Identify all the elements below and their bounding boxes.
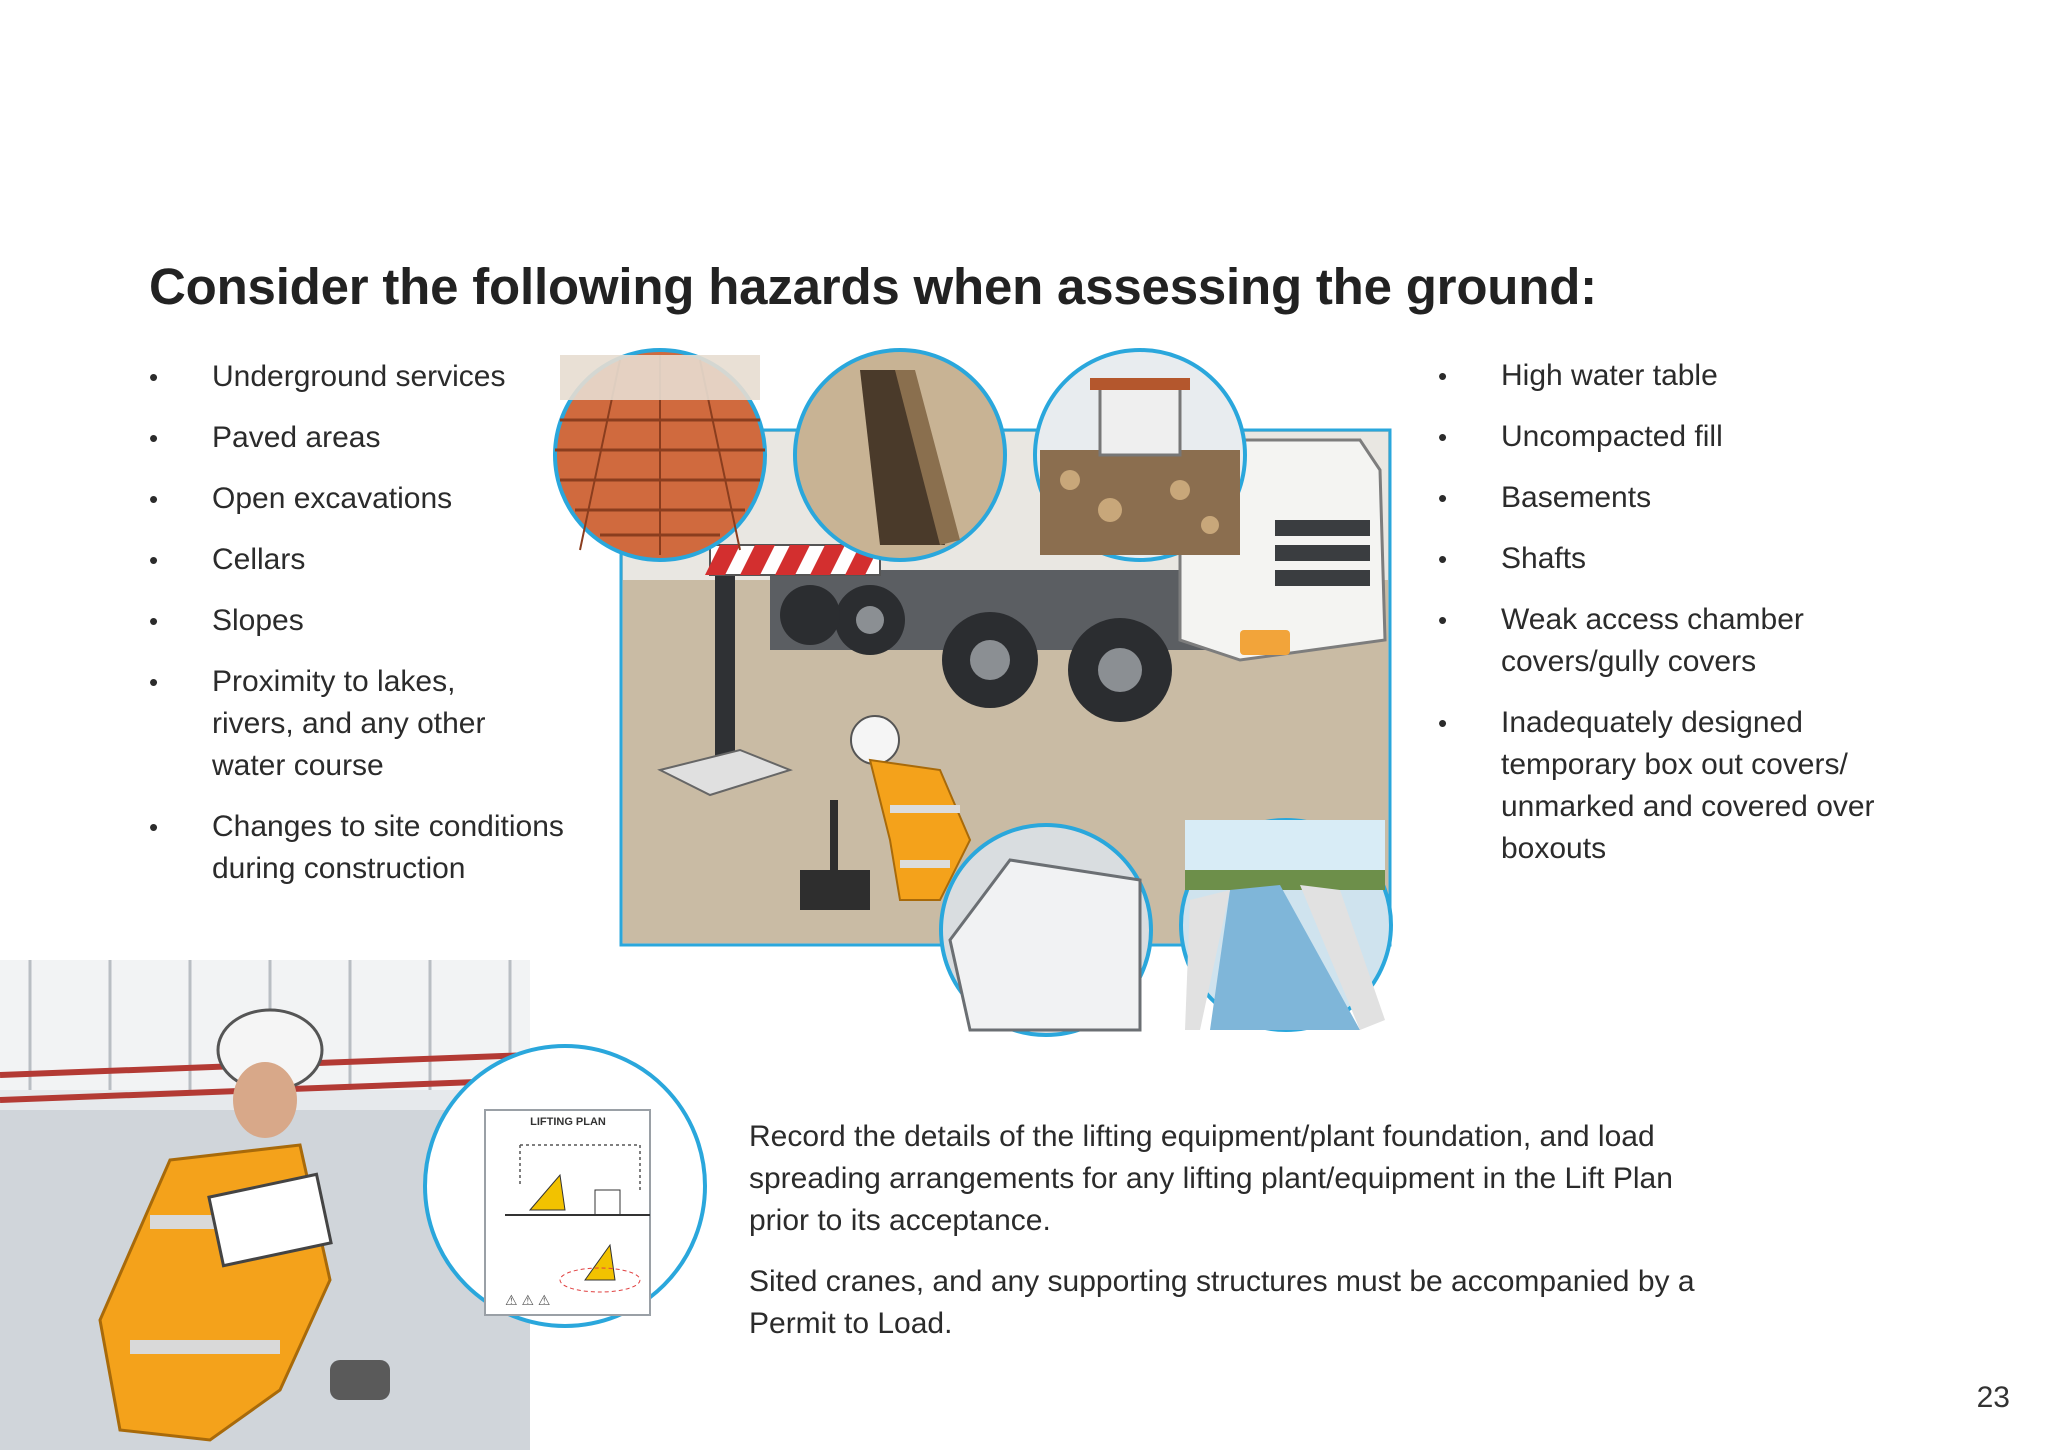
ground-assessment-illustration [540,340,1470,1040]
list-item: • Changes to site conditions during construction [149,806,642,890]
page-title: Consider the following hazards when assessing the ground: [149,258,1597,315]
list-item: • Weak access chamber covers/gully covers [1438,599,1861,683]
list-item: • Inadequately designed temporary box out covers/ unmarked and covered over boxouts [1438,702,1921,870]
svg-text:⚠ ⚠ ⚠: ⚠ ⚠ ⚠ [505,1292,551,1308]
lifting-plan-label: LIFTING PLAN [530,1116,606,1128]
list-item: • Basements [1438,477,1958,519]
list-item: • Paved areas [149,417,619,459]
worker-lift-plan-illustration [0,960,720,1450]
list-item: • Proximity to lakes, rivers, and any other water course [149,661,542,787]
hazard-list-right [1438,355,1958,889]
list-item: • Underground services [149,356,619,398]
page-number: 23 [1976,1381,2010,1414]
open-excavation-circle [795,350,1005,560]
lift-plan-paragraph: Record the details of the lifting equipment/plant foundation, and load spreading arrangements for any lifting plant/equipment in the Lift Plan prior to its acceptance. [749,1120,1673,1237]
lifting-plan-circle [425,1046,705,1326]
slope-circle [941,825,1151,1035]
list-item: • Cellars [149,539,619,581]
list-item: • High water table [1438,355,1958,397]
permit-paragraph: Sited cranes, and any supporting structures must be accompanied by a Permit to Load. [749,1265,1695,1340]
list-item: • Uncompacted fill [1438,416,1958,458]
paved-area-circle [555,350,765,560]
list-item: • Open excavations [149,478,619,520]
list-item: • Shafts [1438,538,1958,580]
water-course-circle [1181,820,1391,1030]
list-item: • Slopes [149,600,619,642]
cellar-circle [1035,350,1245,560]
